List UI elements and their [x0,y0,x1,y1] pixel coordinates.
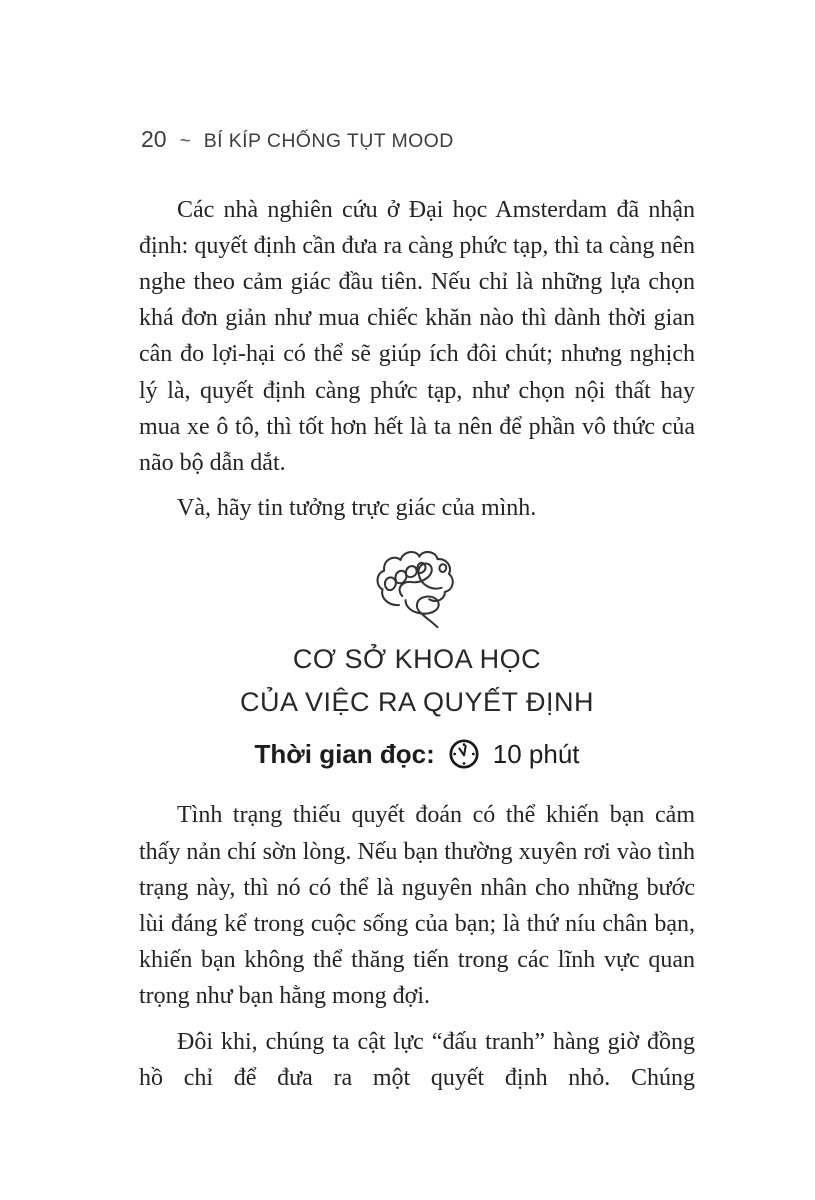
reading-time-label: Thời gian đọc: [254,738,435,769]
clock-icon [447,737,481,771]
page-header [141,128,695,152]
paragraph: Đôi khi, chúng ta cật lực “đấu tranh” hàng giờ đồng hồ chỉ để đưa ra một quyết định nhỏ. Chúng [139,1028,695,1091]
page-body [139,192,695,1096]
header-separator: ~ [179,131,191,152]
section-header [139,546,695,771]
paragraph: Các nhà nghiên cứu ở Đại học Amsterdam đã nhận định: quyết định cần đưa ra càng phức tạp, thì ta càng nên nghe theo cảm giác đầu tiên. Nếu chỉ là những lựa chọn khá đơn giản như mua chiếc khăn nào thì dành thời gian cân đo lợi-hại có thể sẽ giúp ích đôi chút; nhưng nghịch lý là, quyết định càng phức tạp, như chọn nội thất hay mua xe ô tô, thì tốt hơn hết là ta nên để phần vô thức của não bộ dẫn dắt. [139,196,695,476]
reading-time [139,737,695,771]
section-title [139,638,695,724]
running-book-title: BÍ KÍP CHỐNG TỤT MOOD [203,130,454,152]
brain-line-icon [139,546,695,633]
section-title-line-1: CƠ SỞ KHOA HỌC [292,644,542,675]
paragraph: Và, hãy tin tưởng trực giác của mình. [177,495,537,522]
page-number: 20 [141,126,167,152]
paragraph: Tình trạng thiếu quyết đoán có thể khiến bạn cảm thấy nản chí sờn lòng. Nếu bạn thường xuyên rơi vào tình trạng này, thì nó có thể là nguyên nhân cho những bước lùi đáng kể trong cuộc sống của bạn; là thứ níu chân bạn, khiến bạn không thể thăng tiến trong các lĩnh vực quan trọng như bạn hằng mong đợi. [139,802,695,1010]
reading-time-value: 10 phút [492,738,580,769]
section-title-line-2: CỦA VIỆC RA QUYẾT ĐỊNH [239,687,595,718]
